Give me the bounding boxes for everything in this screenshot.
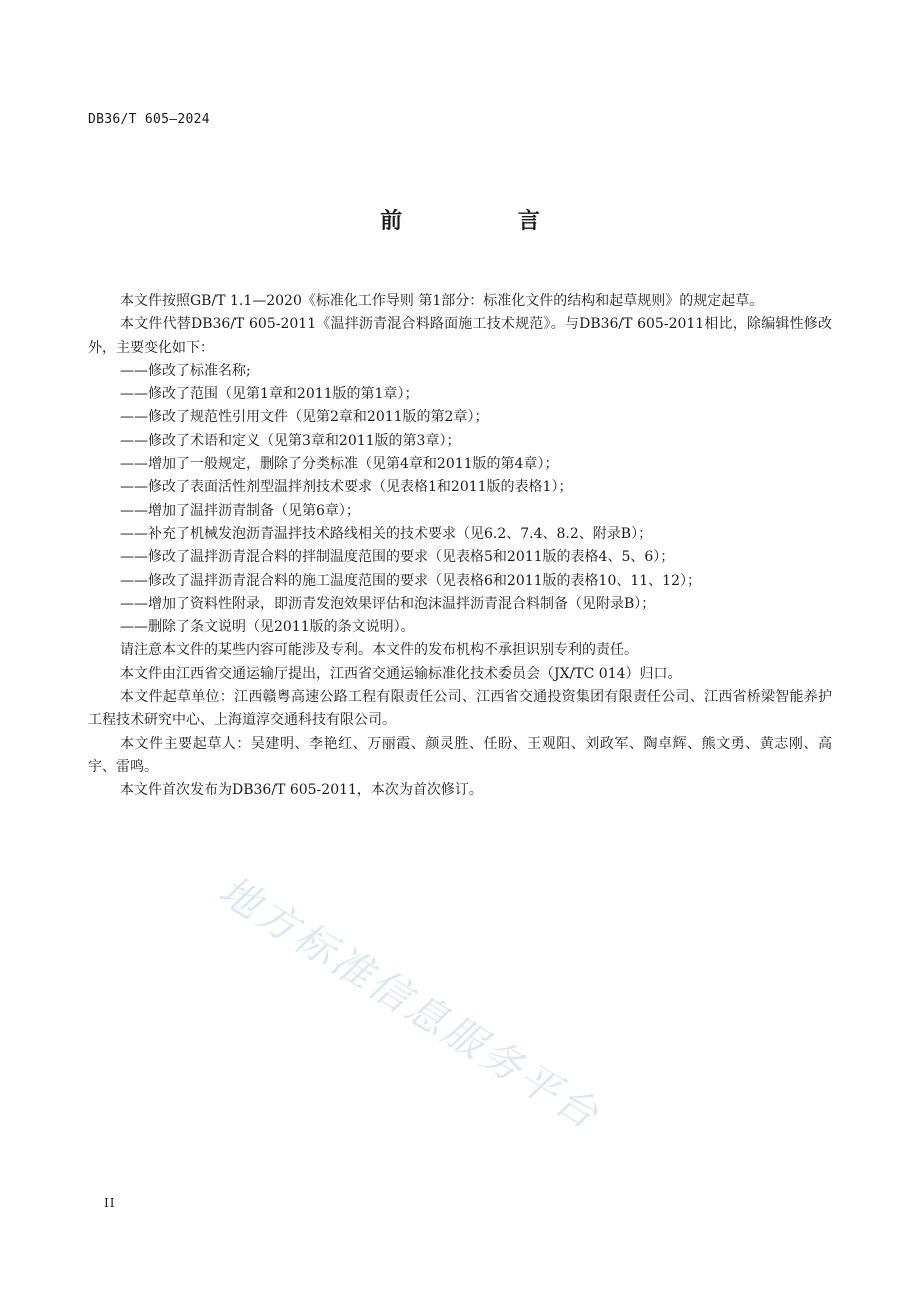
page-title: 前 言 bbox=[380, 209, 594, 234]
change-item: ——增加了一般规定，删除了分类标准（见第4章和2011版的第4章）； bbox=[120, 456, 559, 473]
change-item: ——修改了术语和定义（见第3章和2011版的第3章）； bbox=[120, 432, 461, 449]
foreword-body bbox=[88, 290, 832, 803]
change-item: ——修改了温拌沥青混合料的拌制温度范围的要求（见表格5和2011版的表格4、5、6）； bbox=[120, 549, 675, 566]
change-item: ——补充了机械发泡沥青温拌技术路线相关的技术要求（见6.2、7.4、8.2、附录B）； bbox=[120, 525, 653, 542]
change-item: ——增加了资料性附录，即沥青发泡效果评估和泡沫温拌沥青混合料制备（见附录B）； bbox=[120, 595, 656, 612]
page-number: II bbox=[104, 1196, 116, 1210]
document-code: DB36/T 605—2024 bbox=[88, 112, 210, 127]
paragraph-drafting-rules: 本文件按照GB/T 1.1—2020《标准化工作导则 第1部分：标准化文件的结构和起草规则》的规定起草。 bbox=[120, 293, 764, 309]
paragraph-proposer: 本文件由江西省交通运输厅提出，江西省交通运输标准化技术委员会（JX/TC 014）归口。 bbox=[120, 665, 682, 682]
change-item: ——删除了条文说明（见2011版的条文说明）。 bbox=[120, 619, 415, 636]
change-item: ——修改了表面活性剂型温拌剂技术要求（见表格1和2011版的表格1）； bbox=[120, 479, 573, 496]
paragraph-drafters: 本文件主要起草人：吴建明、李艳红、万丽霞、颜灵胜、任盼、王观阳、刘政军、陶卓辉、熊文勇、黄志刚、高宇、雷鸣。 bbox=[88, 735, 832, 775]
change-item: ——修改了规范性引用文件（见第2章和2011版的第2章）； bbox=[120, 409, 489, 426]
change-item: ——增加了温拌沥青制备（见第6章）； bbox=[120, 502, 360, 519]
watermark: 地方标准信息服务平台 bbox=[210, 867, 609, 1140]
paragraph-history: 本文件首次发布为DB36/T 605-2011，本次为首次修订。 bbox=[120, 782, 483, 799]
change-item: ——修改了标准名称; bbox=[120, 362, 251, 379]
change-item: ——修改了温拌沥青混合料的施工温度范围的要求（见表格6和2011版的表格10、11、12）； bbox=[120, 572, 701, 589]
paragraph-replacement: 本文件代替DB36/T 605-2011《温拌沥青混合料路面施工技术规范》。与DB36/T 605-2011相比，除编辑性修改外，主要变化如下： bbox=[88, 316, 832, 356]
paragraph-drafting-units: 本文件起草单位：江西赣粤高速公路工程有限责任公司、江西省交通投资集团有限责任公司、江西省桥梁智能养护工程技术研究中心、上海道淳交通科技有限公司。 bbox=[88, 689, 832, 729]
change-item: ——修改了范围（见第1章和2011版的第1章）； bbox=[120, 386, 419, 403]
paragraph-patent-notice: 请注意本文件的某些内容可能涉及专利。本文件的发布机构不承担识别专利的责任。 bbox=[120, 642, 638, 659]
